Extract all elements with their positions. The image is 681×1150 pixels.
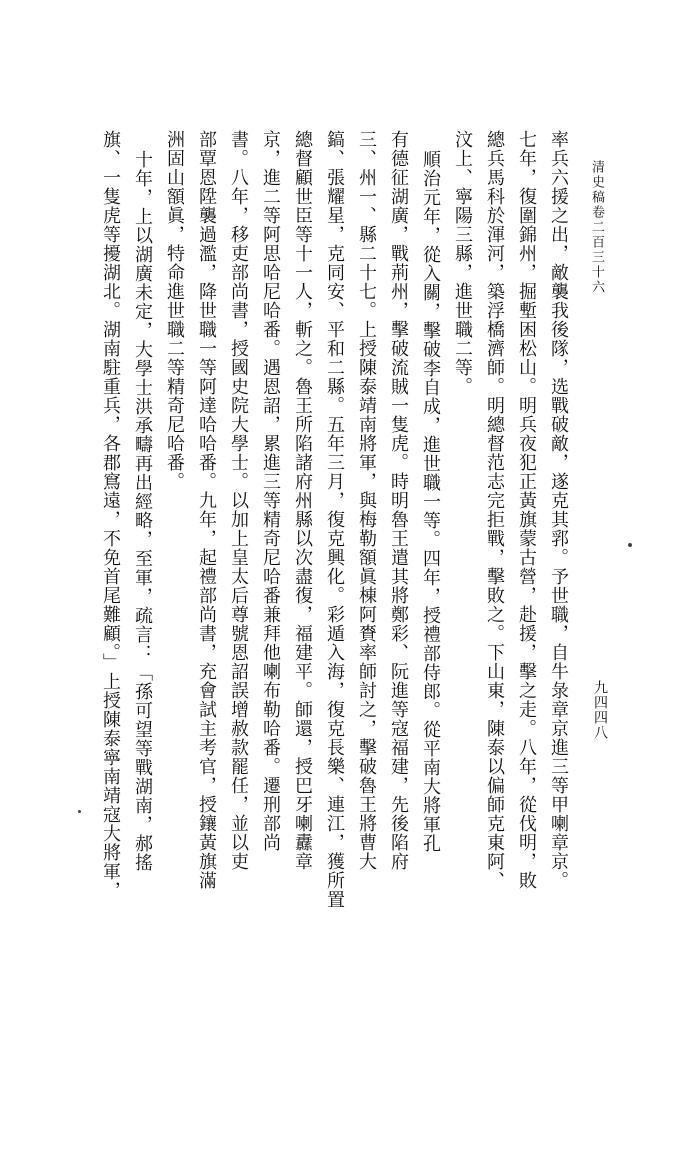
scan-speck — [628, 543, 632, 547]
text-column-5: 順治元年，從入關，擊破李自成，進世職一等。四年，授禮部侍郎。從平南大將軍孔 — [420, 150, 441, 853]
text-column-8: 鎬、張耀星，克同安、平和二縣。五年三月，復克興化。彩遁入海，復克長樂、連江，獲所置 — [324, 130, 345, 909]
page-header: 清史稿卷二百三十六 — [589, 160, 604, 295]
scan-speck — [78, 810, 81, 813]
text-column-12: 部覃恩陞襲過濫，降世職一等阿達哈哈番。九年，起禮部尚書，充會試主考官，授鑲黃旗滿 — [196, 130, 217, 890]
text-column-6: 有德征湖廣，戰荊州，擊破流賊一隻虎。時明魯王遣其將鄭彩、阮進等寇福建，先後陷府 — [388, 130, 409, 871]
text-column-15: 旗、一隻虎等擾湖北。湖南駐重兵，各郡窵遠，不免首尾難顧。」上授陳泰寧南靖寇大將軍， — [100, 130, 121, 900]
text-column-10: 京，進二等阿思哈尼哈番。遇恩詔，累進三等精奇尼哈番兼拜他喇布勒哈番。遷刑部尚 — [260, 130, 281, 852]
text-column-11: 書。八年，移吏部尚書，授國史院大學士。以加上皇太后尊號恩詔誤增赦款罷任，並以吏 — [228, 130, 249, 871]
text-column-4: 汶上、寧陽三縣，進世職二等。 — [452, 130, 473, 396]
text-column-1: 率兵六援之出，敵襲我後隊，选戰破敵，遂克其郛。予世職，自牛彔章京進三等甲喇章京。 — [548, 130, 569, 890]
text-column-3: 總兵馬科於渾河，築浮橋濟師。明總督范志完拒戰，擊敗之。下山東，陳泰以偏師克東阿、 — [484, 130, 505, 890]
text-column-9: 總督顧世臣等十一人，斬之。魯王所陷諸府州縣以次盡復，福建平。師還，授巴牙喇纛章 — [292, 130, 313, 871]
text-column-14: 十年，上以湖廣未定，大學士洪承疇再出經略，至軍，疏言：「孫可望等戰湖南，郝搖 — [132, 150, 153, 872]
page-number: 九四四八 — [592, 680, 608, 740]
text-column-2: 七年，復圍錦州，掘塹困松山。明兵夜犯正黃旗蒙古營，赴援，擊之走。八年，從伐明，敗 — [516, 130, 537, 890]
text-column-13: 洲固山額眞，特命進世職二等精奇尼哈番。 — [164, 130, 185, 491]
text-column-7: 三、州一、縣二十七。上授陳泰靖南將軍，與梅勒額眞棟阿賚率師討之，擊破魯王將曹大 — [356, 130, 377, 871]
